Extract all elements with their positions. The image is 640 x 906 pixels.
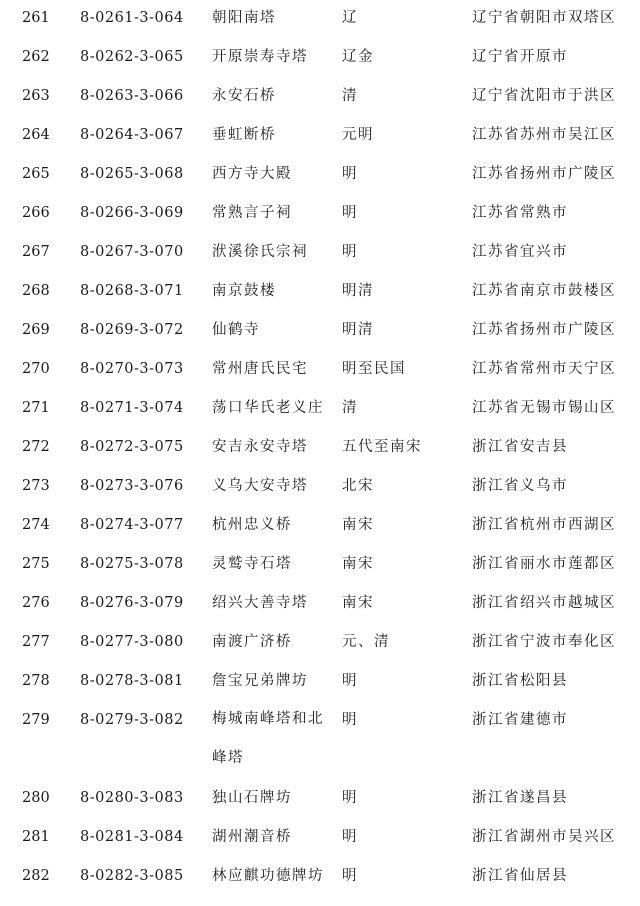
table-row <box>0 702 640 780</box>
table-row <box>0 273 640 312</box>
era: 明 <box>342 673 358 689</box>
site-name: 南渡广济桥 <box>212 634 292 650</box>
row-number: 268 <box>22 283 50 299</box>
era: 南宋 <box>342 517 374 533</box>
site-name: 绍兴大善寺塔 <box>212 595 308 611</box>
location: 江苏省南京市鼓楼区 <box>472 283 616 299</box>
row-number: 275 <box>22 556 50 572</box>
era: 清 <box>342 88 358 104</box>
registry-code: 8-0281-3-084 <box>80 829 184 845</box>
registry-code: 8-0261-3-064 <box>80 10 184 26</box>
era: 明 <box>342 868 358 884</box>
location: 浙江省建德市 <box>472 712 568 728</box>
table-row <box>0 507 640 546</box>
row-number: 272 <box>22 439 50 455</box>
location: 江苏省常熟市 <box>472 205 568 221</box>
table-row <box>0 312 640 351</box>
site-name: 詹宝兄弟牌坊 <box>212 673 308 689</box>
row-number: 282 <box>22 868 50 884</box>
location: 浙江省松阳县 <box>472 673 568 689</box>
registry-code: 8-0273-3-076 <box>80 478 184 494</box>
table-row <box>0 117 640 156</box>
table-row <box>0 351 640 390</box>
table-row <box>0 39 640 78</box>
site-name: 开原崇寿寺塔 <box>212 49 308 65</box>
location: 江苏省扬州市广陵区 <box>472 166 616 182</box>
table-row <box>0 585 640 624</box>
site-name: 荡口华氏老义庄 <box>212 400 324 416</box>
era: 明 <box>342 712 358 728</box>
registry-code: 8-0272-3-075 <box>80 439 184 455</box>
site-name: 常熟言子祠 <box>212 205 292 221</box>
row-number: 269 <box>22 322 50 338</box>
site-name: 洑溪徐氏宗祠 <box>212 244 308 260</box>
table-row <box>0 195 640 234</box>
registry-code: 8-0276-3-079 <box>80 595 184 611</box>
era: 明 <box>342 790 358 806</box>
location: 江苏省无锡市锡山区 <box>472 400 616 416</box>
row-number: 273 <box>22 478 50 494</box>
table-row <box>0 0 640 39</box>
site-name: 永安石桥 <box>212 88 276 104</box>
row-number: 262 <box>22 49 50 65</box>
table-row <box>0 858 640 897</box>
registry-code: 8-0271-3-074 <box>80 400 184 416</box>
location: 浙江省绍兴市越城区 <box>472 595 616 611</box>
location: 江苏省扬州市广陵区 <box>472 322 616 338</box>
site-name: 南京鼓楼 <box>212 283 276 299</box>
era: 明 <box>342 166 358 182</box>
site-name: 杭州忠义桥 <box>212 517 292 533</box>
row-number: 280 <box>22 790 50 806</box>
registry-code: 8-0282-3-085 <box>80 868 184 884</box>
site-name: 湖州潮音桥 <box>212 829 292 845</box>
registry-code: 8-0274-3-077 <box>80 517 184 533</box>
location: 浙江省安吉县 <box>472 439 568 455</box>
era: 辽金 <box>342 49 374 65</box>
table-row <box>0 234 640 273</box>
site-name: 垂虹断桥 <box>212 127 276 143</box>
registry-code: 8-0269-3-072 <box>80 322 184 338</box>
era: 明清 <box>342 283 374 299</box>
site-name: 义乌大安寺塔 <box>212 478 308 494</box>
row-number: 264 <box>22 127 50 143</box>
era: 辽 <box>342 10 358 26</box>
era: 明清 <box>342 322 374 338</box>
registry-code: 8-0262-3-065 <box>80 49 184 65</box>
era: 明至民国 <box>342 361 406 377</box>
location: 浙江省杭州市西湖区 <box>472 517 616 533</box>
era: 元明 <box>342 127 374 143</box>
location: 浙江省仙居县 <box>472 868 568 884</box>
row-number: 267 <box>22 244 50 260</box>
row-number: 265 <box>22 166 50 182</box>
era: 明 <box>342 244 358 260</box>
row-number: 261 <box>22 10 50 26</box>
site-name: 朝阳南塔 <box>212 10 276 26</box>
site-name: 独山石牌坊 <box>212 790 292 806</box>
row-number: 281 <box>22 829 50 845</box>
row-number: 266 <box>22 205 50 221</box>
registry-code: 8-0280-3-083 <box>80 790 184 806</box>
location: 浙江省宁波市奉化区 <box>472 634 616 650</box>
era: 明 <box>342 829 358 845</box>
era: 南宋 <box>342 556 374 572</box>
era: 五代至南宋 <box>342 439 422 455</box>
registry-code: 8-0264-3-067 <box>80 127 184 143</box>
site-name: 灵鹫寺石塔 <box>212 556 292 572</box>
table-row <box>0 468 640 507</box>
row-number: 263 <box>22 88 50 104</box>
site-name: 常州唐氏民宅 <box>212 361 308 377</box>
registry-code: 8-0267-3-070 <box>80 244 184 260</box>
row-number: 277 <box>22 634 50 650</box>
location: 辽宁省沈阳市于洪区 <box>472 88 616 104</box>
era: 元、清 <box>342 634 390 650</box>
table-row <box>0 546 640 585</box>
era: 南宋 <box>342 595 374 611</box>
site-name: 林应麒功德牌坊 <box>212 868 324 884</box>
site-name: 西方寺大殿 <box>212 166 292 182</box>
table-row <box>0 624 640 663</box>
registry-code: 8-0277-3-080 <box>80 634 184 650</box>
registry-code: 8-0270-3-073 <box>80 361 184 377</box>
row-number: 270 <box>22 361 50 377</box>
location: 江苏省宜兴市 <box>472 244 568 260</box>
era: 清 <box>342 400 358 416</box>
location: 江苏省苏州市吴江区 <box>472 127 616 143</box>
registry-code: 8-0279-3-082 <box>80 712 184 728</box>
location: 浙江省遂昌县 <box>472 790 568 806</box>
era: 明 <box>342 205 358 221</box>
site-name: 安吉永安寺塔 <box>212 439 308 455</box>
location: 辽宁省朝阳市双塔区 <box>472 10 616 26</box>
row-number: 274 <box>22 517 50 533</box>
location: 浙江省湖州市吴兴区 <box>472 829 616 845</box>
registry-code: 8-0266-3-069 <box>80 205 184 221</box>
row-number: 278 <box>22 673 50 689</box>
row-number: 279 <box>22 712 50 728</box>
row-number: 271 <box>22 400 50 416</box>
site-name: 仙鹤寺 <box>212 322 260 338</box>
table-row <box>0 156 640 195</box>
site-name: 梅城南峰塔和北峰塔 <box>212 711 324 766</box>
location: 浙江省义乌市 <box>472 478 568 494</box>
row-number: 276 <box>22 595 50 611</box>
registry-code: 8-0265-3-068 <box>80 166 184 182</box>
location: 江苏省常州市天宁区 <box>472 361 616 377</box>
registry-code: 8-0275-3-078 <box>80 556 184 572</box>
location: 辽宁省开原市 <box>472 49 568 65</box>
table-row <box>0 819 640 858</box>
registry-code: 8-0263-3-066 <box>80 88 184 104</box>
registry-code: 8-0278-3-081 <box>80 673 184 689</box>
era: 北宋 <box>342 478 374 494</box>
table-row <box>0 429 640 468</box>
table-row <box>0 663 640 702</box>
table-row <box>0 390 640 429</box>
registry-code: 8-0268-3-071 <box>80 283 184 299</box>
location: 浙江省丽水市莲都区 <box>472 556 616 572</box>
table-row <box>0 78 640 117</box>
table-row <box>0 780 640 819</box>
